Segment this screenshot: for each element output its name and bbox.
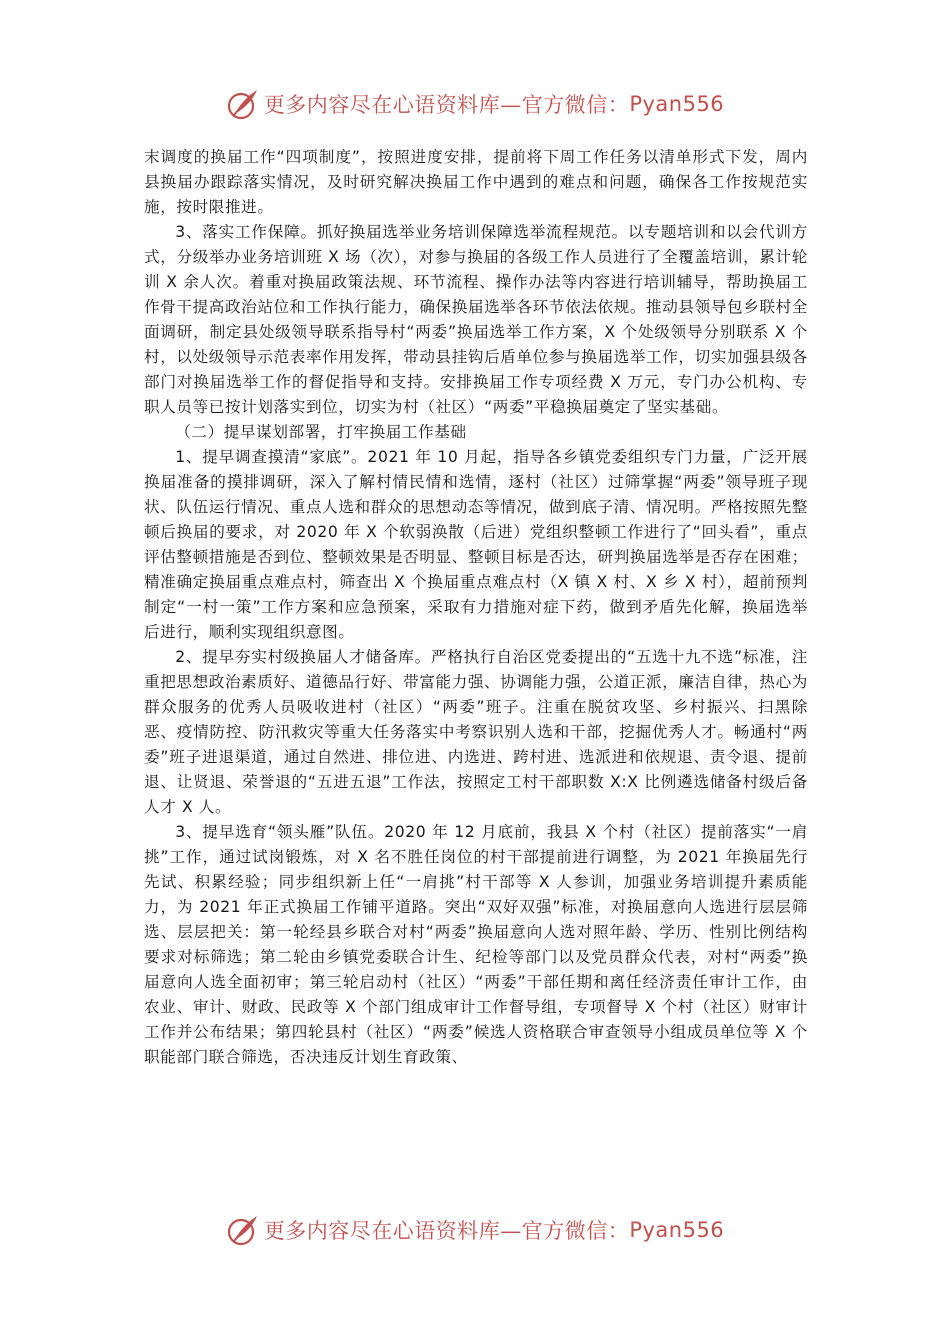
banner-text: 更多内容尽在心语资料库—官方微信： xyxy=(263,1219,630,1243)
paragraph-1: 末调度的换届工作“四项制度”，按照进度安排，提前将下周工作任务以清单形式下发，周内县换届办跟踪落实情况，及时研究解决换届工作中遇到的难点和问题，确保各工作按规范实施，按时限推进。 xyxy=(144,148,808,216)
document-body xyxy=(144,145,808,1070)
quill-pen-logo-icon xyxy=(226,87,260,121)
footer-banner xyxy=(0,1210,950,1250)
banner-wechat-id: Pyan556 xyxy=(629,92,725,116)
header-banner xyxy=(0,84,950,124)
paragraph-4: 2、提早夯实村级换届人才储备库。严格执行自治区党委提出的“五选十九不选”标准，注重把思想政治素质好、道德品行好、带富能力强、协调能力强，公道正派，廉洁自律，热心为群众服务的优秀人员吸收进村（社区）“两委”班子。注重在脱贫攻坚、乡村振兴、扫黑除恶、疫情防控、防汛救灾等重大任务落实中考察识别人选和干部，挖掘优秀人才。畅通村“两委”班子进退渠道，通过自然进、排位进、内选进、跨村进、选派进和依规退、责令退、提前退、让贤退、荣誉退的“五进五退”工作法，按照定工村干部职数 X:X 比例遴选储备村级后备人才 X 人。 xyxy=(144,648,808,816)
banner-text: 更多内容尽在心语资料库—官方微信： xyxy=(263,93,630,117)
paragraph-2: 3、落实工作保障。抓好换届选举业务培训保障选举流程规范。以专题培训和以会代训方式，分级举办业务培训班 X 场（次），对参与换届的各级工作人员进行了全覆盖培训，累计轮训 X 余人次。着重对换届政策法规、环节流程、操作办法等内容进行培训辅导，帮助换届工作骨干提高政治站位和工作执行能力，确保换届选举各环节依法依规。推动县领导包乡联村全面调研，制定县处级领导联系指导村“两委”换届选举工作方案，X 个处级领导分别联系 X 个村，以处级领导示范表率作用发挥，带动县挂钩后盾单位参与换届选举工作，切实加强县级各部门对换届选举工作的督促指导和支持。安排换届工作专项经费 X 万元，专门办公机构、专职人员等已按计划落实到位，切实为村（社区）“两委”平稳换届奠定了坚实基础。 xyxy=(144,223,808,416)
paragraph-5: 3、提早选育“领头雁”队伍。2020 年 12 月底前，我县 X 个村（社区）提前落实“一肩挑”工作，通过试岗锻炼，对 X 名不胜任岗位的村干部提前进行调整，为 2021 年换届先行先试、积累经验；同步组织新上任“一肩挑”村干部等 X 人参训，加强业务培训提升素质能力，为 2021 年正式换届工作铺平道路。突出“双好双强”标准，对换届意向人选进行层层筛选、层层把关：第一轮经县乡联合对村“两委”换届意向人选对照年龄、学历、性别比例结构要求对标筛选；第二轮由乡镇党委联合计生、纪检等部门以及党员群众代表，对村“两委”换届意向人选全面初审；第三轮启动村（社区）“两委”干部任期和离任经济责任审计工作，由农业、审计、财政、民政等 X 个部门组成审计工作督导组，专项督导 X 个村（社区）财审计工作并公布结果；第四轮县村（社区）“两委”候选人资格联合审查领导小组成员单位等 X 个职能部门联合筛选，否决违反计划生育政策、 xyxy=(144,823,808,1066)
quill-pen-logo-icon xyxy=(226,1213,260,1247)
paragraph-3: 1、提早调查摸清“家底”。2021 年 10 月起，指导各乡镇党委组织专门力量，广泛开展换届准备的摸排调研，深入了解村情民情和选情，逐村（社区）过筛掌握“两委”领导班子现状、队伍运行情况、重点人选和群众的思想动态等情况，做到底子清、情况明。严格按照先整顿后换届的要求，对 2020 年 X 个软弱涣散（后进）党组织整顿工作进行了“回头看”，重点评估整顿措施是否到位、整顿效果是否明显、整顿目标是否达，研判换届选举是否存在困难；精准确定换届重点难点村，筛查出 X 个换届重点难点村（X 镇 X 村、X 乡 X 村），超前预判制定“一村一策”工作方案和应急预案，采取有力措施对症下药，做到矛盾先化解，换届选举后进行，顺利实现组织意图。 xyxy=(144,448,808,641)
banner-wechat-id: Pyan556 xyxy=(629,1218,725,1242)
section-heading: （二）提早谋划部署，打牢换届工作基础 xyxy=(175,423,467,441)
